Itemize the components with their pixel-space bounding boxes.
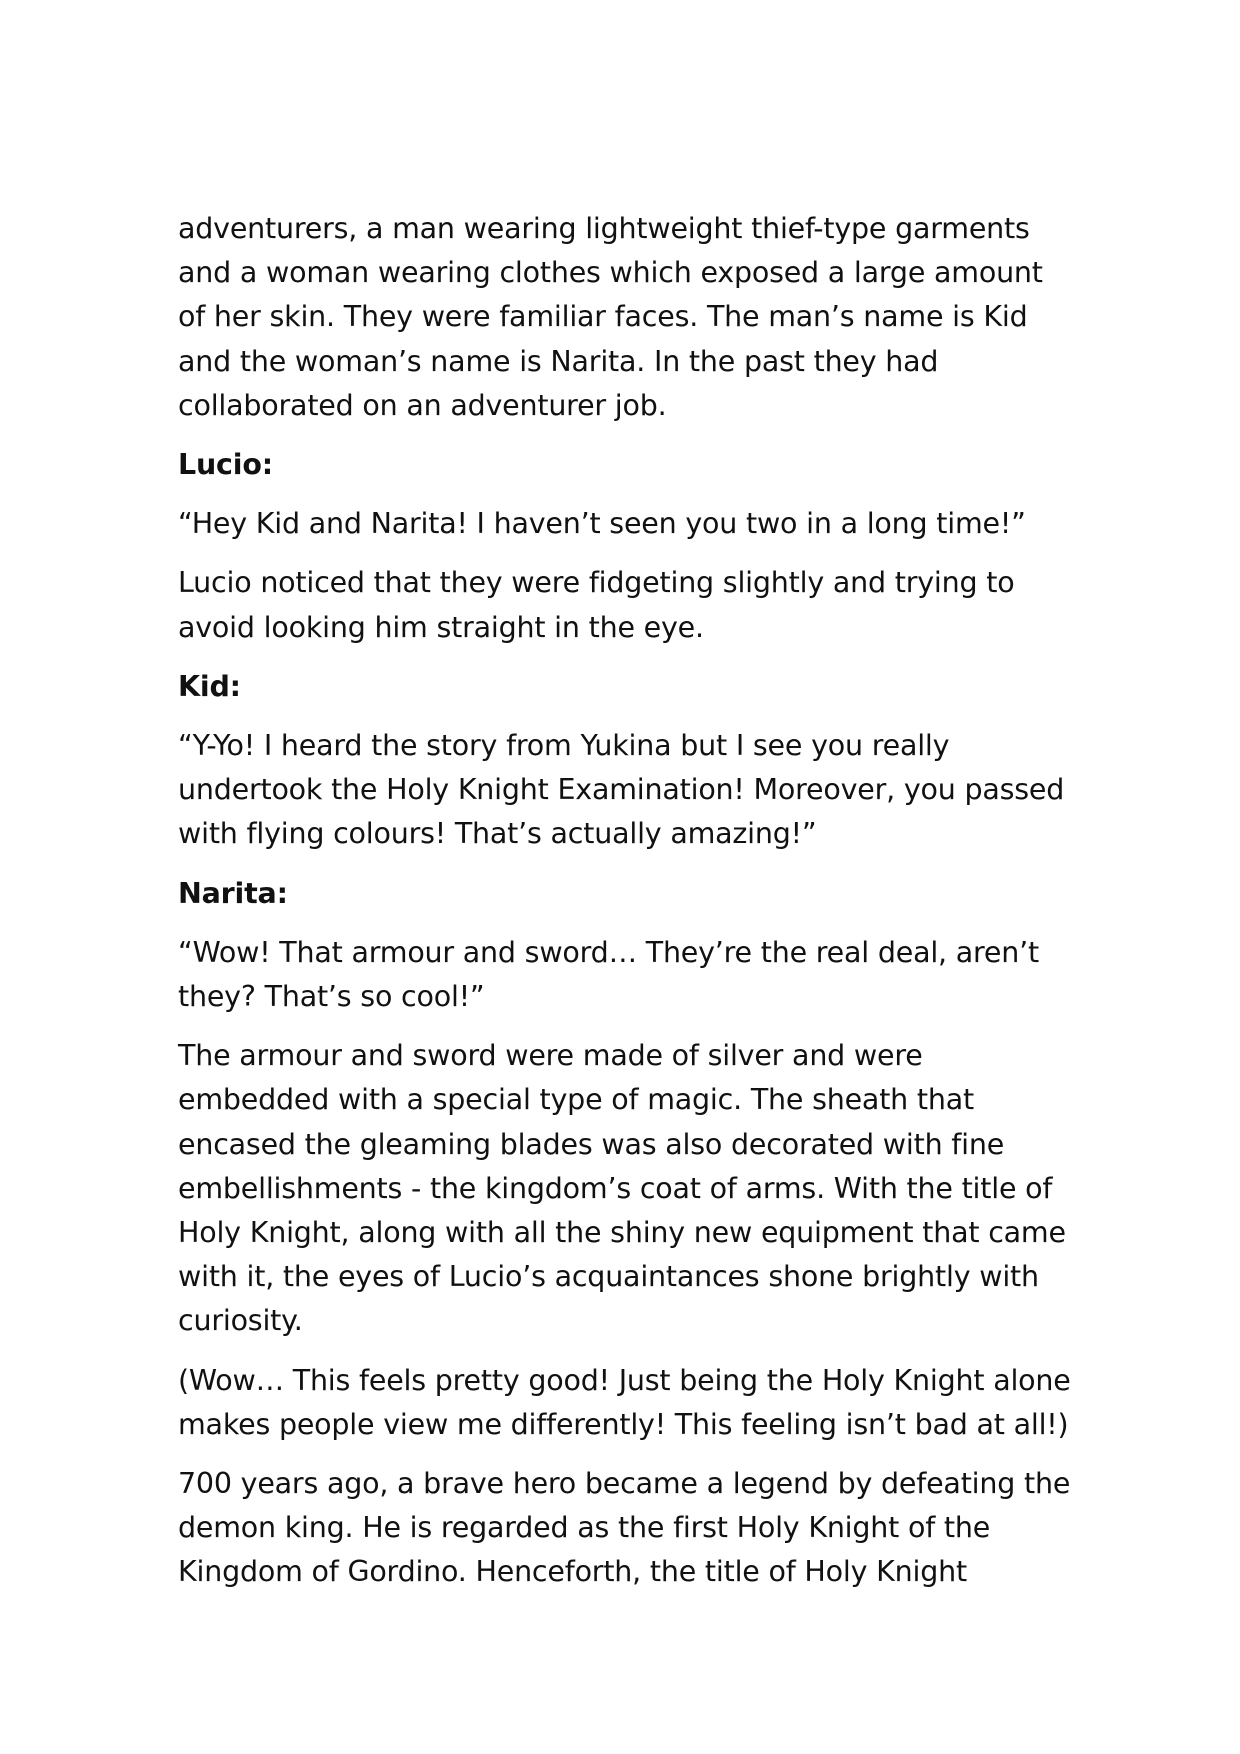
dialogue-line: “Hey Kid and Narita! I haven’t seen you two in a long time!”	[178, 507, 1026, 541]
speaker-label-narita: Narita:	[178, 876, 288, 910]
narration-paragraph: The armour and sword were made of silver and were embedded with a special type of magic. The sheath that encased the gleaming blades was also decorated with fine embellishments - the kingdom’s coat of arms. With the title of Holy Knight, along with all the shiny new equipment that came with it, the eyes of Lucio’s acquaintances shone brightly with curiosity.	[178, 1039, 1066, 1338]
inner-thought-paragraph: (Wow… This feels pretty good! Just being the Holy Knight alone makes people view me differently! This feeling isn’t bad at all!)	[178, 1363, 1071, 1441]
narration-paragraph: Lucio noticed that they were fidgeting slightly and trying to avoid looking him straight in the eye.	[178, 566, 1015, 644]
text-body	[178, 207, 1078, 1610]
dialogue-line: “Wow! That armour and sword… They’re the real deal, aren’t they? That’s so cool!”	[178, 935, 1039, 1014]
speaker-label-lucio: Lucio:	[178, 448, 273, 482]
dialogue-line: “Y-Yo! I heard the story from Yukina but I see you really undertook the Holy Knight Examination! Moreover, you passed with flying colours! That’s actually amazing!”	[178, 729, 1065, 851]
narration-paragraph: adventurers, a man wearing lightweight thief-type garments and a woman wearing clothes which exposed a large amount of her skin. They were familiar faces. The man’s name is Kid and the woman’s name is Narita. In the past they had collaborated on an adventurer job.	[178, 212, 1043, 422]
speaker-label-kid: Kid:	[178, 669, 241, 703]
narration-paragraph: 700 years ago, a brave hero became a legend by defeating the demon king. He is regarded as the first Holy Knight of the Kingdom of Gordino. Henceforth, the title of Holy Knight	[178, 1467, 1071, 1589]
